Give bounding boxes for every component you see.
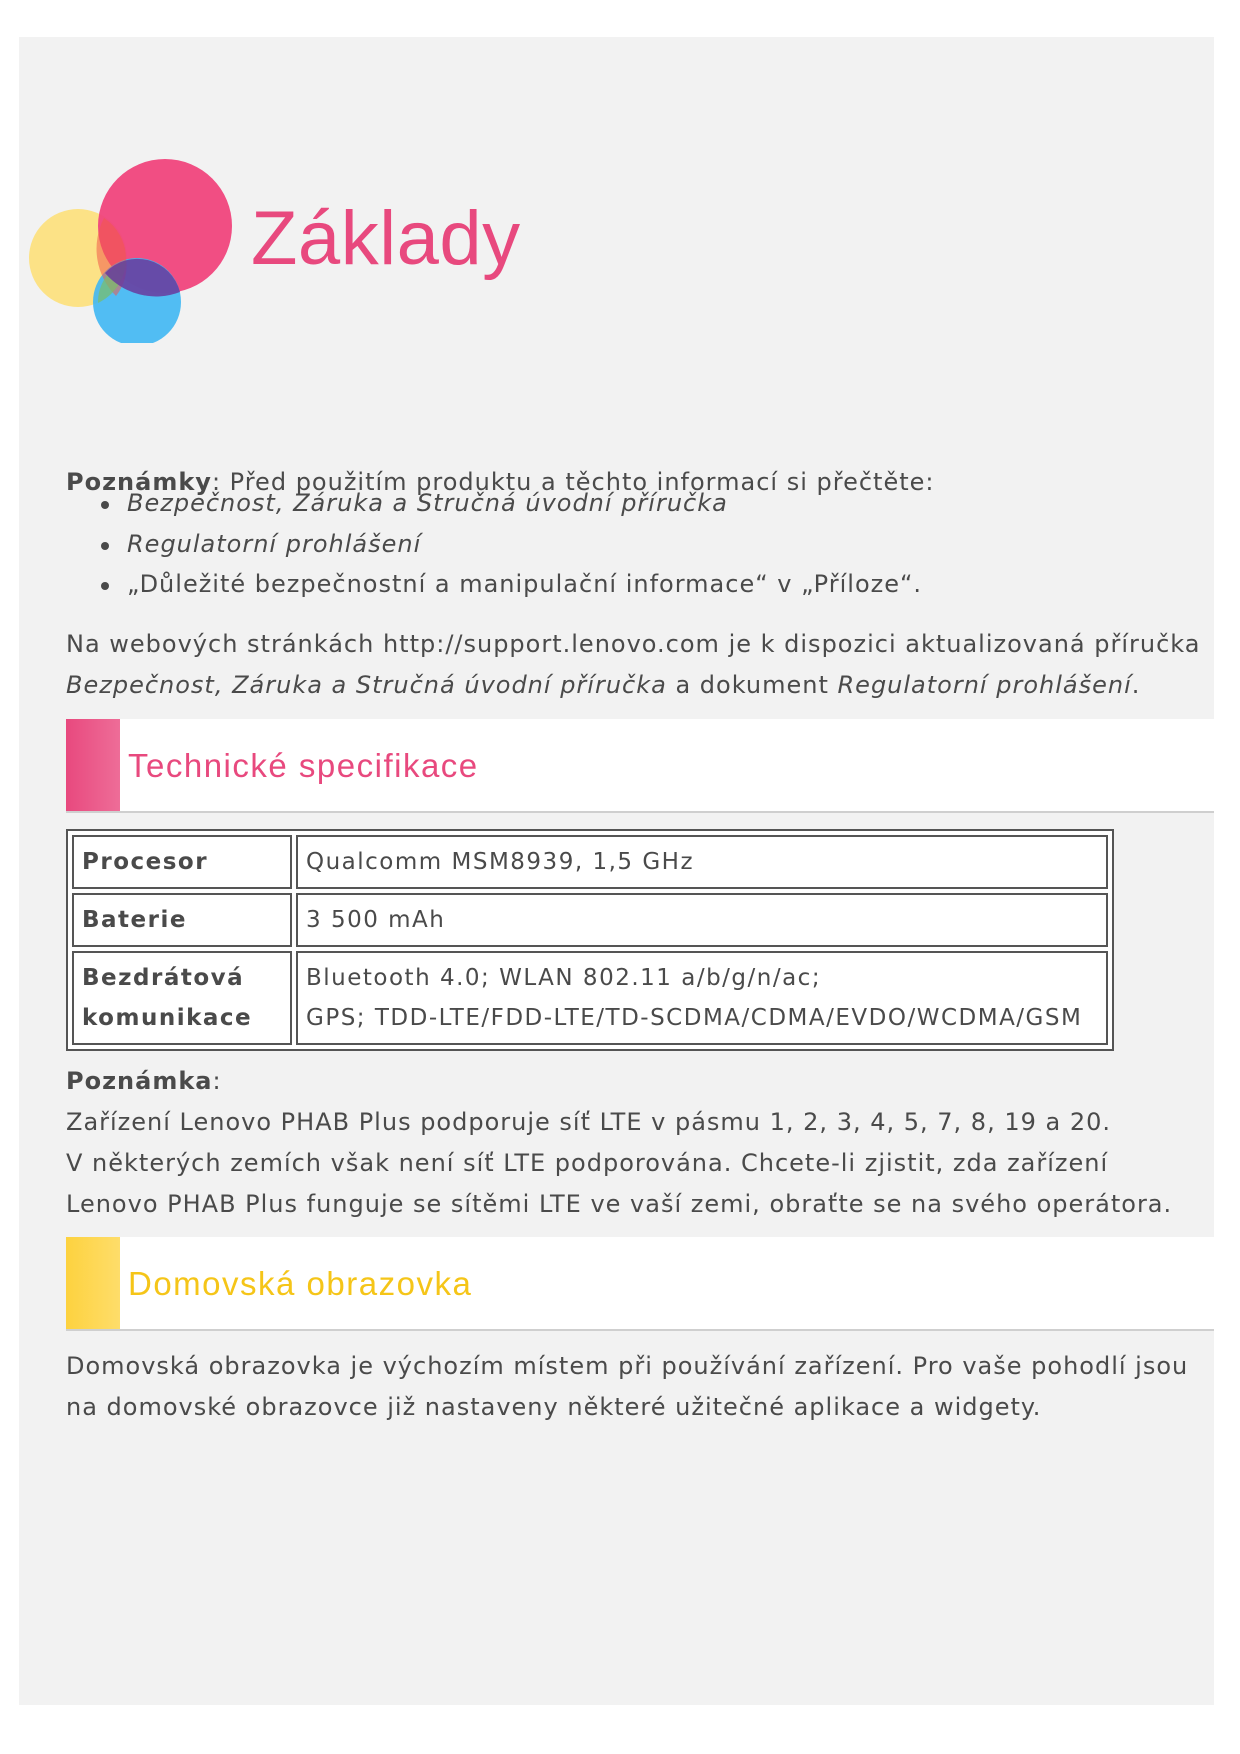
spec-value: 3 500 mAh xyxy=(296,893,1108,947)
note-label: Poznámka xyxy=(66,1067,213,1095)
section-accent-bar xyxy=(66,1237,120,1329)
page-title: Základy xyxy=(251,196,521,281)
spec-key: Bezdrátová komunikace xyxy=(72,951,292,1045)
notes-intro-text: : Před použitím produktu a těchto informací si přečtěte: xyxy=(211,468,935,496)
specs-table xyxy=(66,829,1114,1051)
section-home xyxy=(66,1237,1214,1331)
section-heading: Technické specifikace xyxy=(128,747,479,784)
notes-list xyxy=(101,483,922,605)
spec-value: Qualcomm MSM8939, 1,5 GHz xyxy=(296,835,1108,889)
bullet-icon xyxy=(101,501,109,509)
web-info-line2: Bezpečnost, Záruka a Stručná úvodní příručka a dokument Regulatorní prohlášení. xyxy=(66,671,1141,699)
spec-value: Bluetooth 4.0; WLAN 802.11 a/b/g/n/ac; GPS; TDD-LTE/FDD-LTE/TD-SCDMA/CDMA/EVDO/WCDMA/GSM xyxy=(296,951,1108,1045)
notes-label: Poznámky xyxy=(66,468,212,496)
spec-key: Procesor xyxy=(72,835,292,889)
section-specs xyxy=(66,719,1214,813)
home-paragraph-line: na domovské obrazovce již nastaveny některé užitečné aplikace a widgety. xyxy=(66,1393,1042,1421)
bullet-icon xyxy=(101,542,109,550)
table-row xyxy=(72,951,1108,1045)
web-info-line1: Na webových stránkách http://support.lenovo.com je k dispozici aktualizovaná příručka xyxy=(66,630,1201,658)
note-label-line: Poznámka: xyxy=(66,1067,222,1095)
spec-key: Baterie xyxy=(72,893,292,947)
table-row xyxy=(72,893,1108,947)
home-paragraph-line: Domovská obrazovka je výchozím místem při používání zařízení. Pro vaše pohodlí jsou xyxy=(66,1352,1189,1380)
note-line: Zařízení Lenovo PHAB Plus podporuje síť LTE v pásmu 1, 2, 3, 4, 5, 7, 8, 19 a 20. xyxy=(66,1108,1111,1136)
note-line: Lenovo PHAB Plus funguje se sítěmi LTE ve vaší zemi, obraťte se na svého operátora. xyxy=(66,1190,1173,1218)
table-row xyxy=(72,835,1108,889)
list-item: Regulatorní prohlášení xyxy=(101,524,922,565)
circles-logo-icon xyxy=(25,143,245,343)
section-accent-bar xyxy=(66,719,120,811)
list-item: Bezpečnost, Záruka a Stručná úvodní příručka xyxy=(101,483,922,524)
list-item: „Důležité bezpečnostní a manipulační informace“ v „Příloze“. xyxy=(101,564,922,605)
note-line: V některých zemích však není síť LTE podporována. Chcete-li zjistit, zda zařízení xyxy=(66,1149,1109,1177)
bullet-icon xyxy=(101,582,109,590)
section-heading: Domovská obrazovka xyxy=(128,1265,473,1302)
